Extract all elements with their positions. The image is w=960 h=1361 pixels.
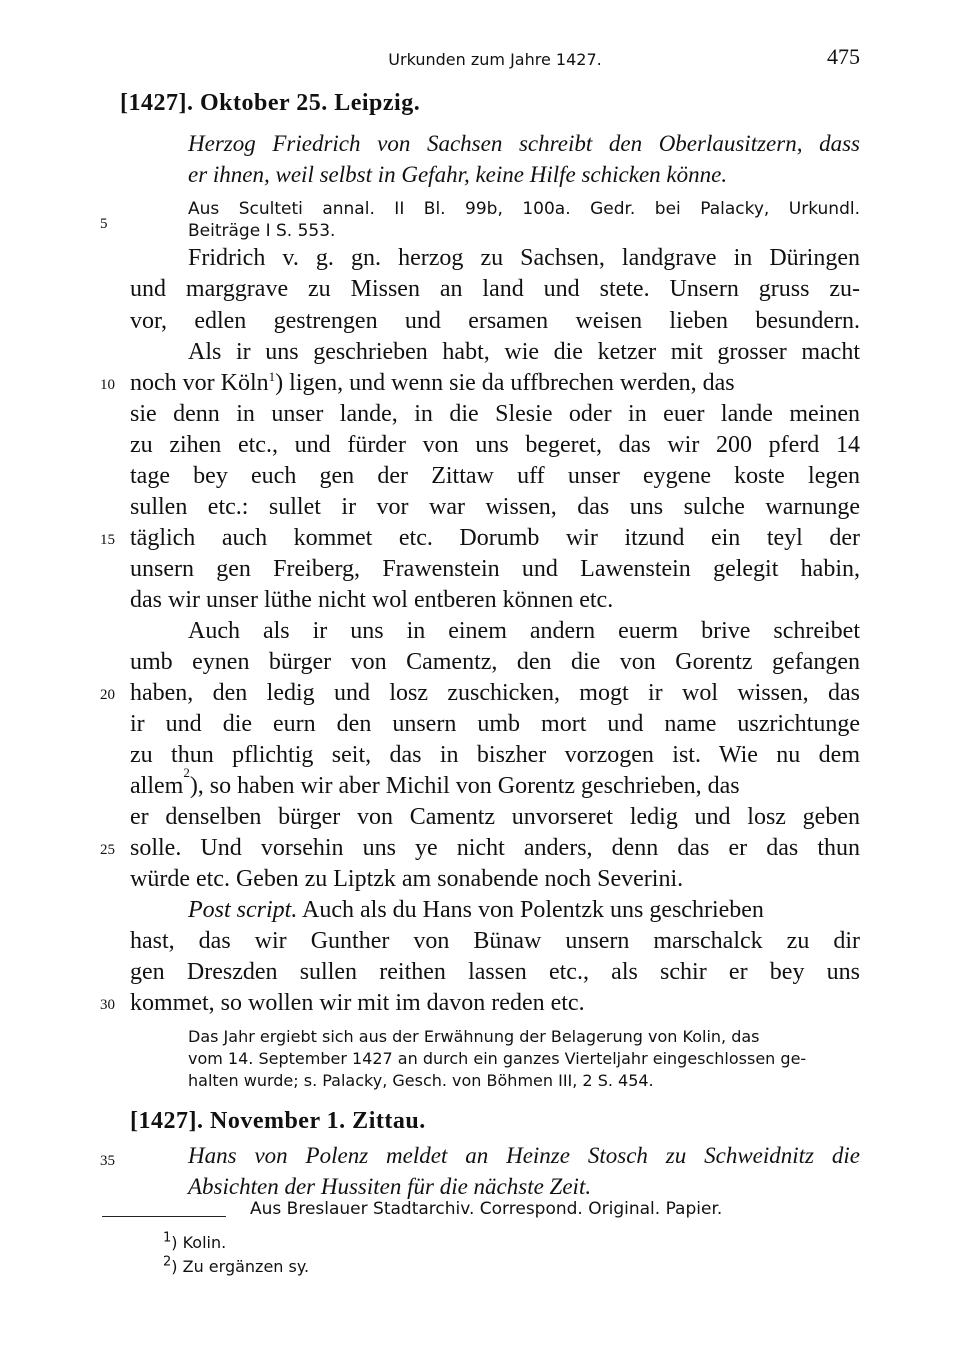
running-head <box>130 44 860 76</box>
text-line: hast, das wir Gunther von Bünaw unsern marschalck zu dir <box>130 928 860 954</box>
text-part: Auch als du Hans von Polentzk uns geschrieben <box>297 897 764 923</box>
source-line: Beiträge I S. 553. <box>188 221 336 241</box>
text-line: gen Dreszden sullen reithen lassen etc., als schir er bey uns <box>130 959 860 985</box>
text-fragment <box>130 370 735 397</box>
note-line: halten wurde; s. Palacky, Gesch. von Böhmen III, 2 S. 454. <box>188 1071 654 1090</box>
footnote-text: ) Zu ergänzen sy. <box>171 1257 310 1276</box>
text-line: zu zihen etc., und fürder von uns begeret, das wir 200 pferd 14 <box>130 432 860 458</box>
footnote <box>163 1254 310 1276</box>
text-line: Als ir uns geschrieben habt, wie die ketzer mit grosser macht <box>188 339 860 365</box>
text-line: Fridrich v. g. gn. herzog zu Sachsen, landgrave in Düringen <box>188 245 860 271</box>
footnote-marker: 1 <box>268 369 276 384</box>
footnote-rule <box>102 1216 226 1217</box>
text-line: solle. Und vorsehin uns ye nicht anders, denn das er das thun <box>130 835 860 861</box>
text-part: allem <box>130 773 184 799</box>
running-title: Urkunden zum Jahre 1427. <box>388 50 602 69</box>
text-line: täglich auch kommet etc. Dorumb wir itzund ein teyl der <box>130 525 860 551</box>
summary-line: er ihnen, weil selbst in Gefahr, keine Hilfe schicken könne. <box>188 162 728 187</box>
source-note <box>188 198 860 242</box>
line-number: 35 <box>100 1153 115 1169</box>
footnote-number: 2 <box>163 1254 172 1270</box>
text-line: kommet, so wollen wir mit im davon reden etc. <box>130 990 585 1016</box>
text-line: er denselben bürger von Camentz unvorseret ledig und losz geben <box>130 804 860 830</box>
text-part: ), so haben wir aber Michil von Gorentz geschrieben, das <box>189 773 740 799</box>
text-part: ) ligen, und wenn sie da uffbrechen werden, das <box>275 370 735 396</box>
note-line: vom 14. September 1427 an durch ein ganzes Vierteljahr eingeschlossen ge- <box>188 1049 807 1068</box>
dating-note <box>188 1027 860 1093</box>
text-line <box>130 765 860 800</box>
text-line: zu thun pflichtig seit, das in biszher vorzogen ist. Wie nu dem <box>130 742 860 768</box>
text-line <box>188 897 860 924</box>
text-line: ir und die eurn den unsern umb mort und name uszrichtunge <box>130 711 860 737</box>
entry-heading: [1427]. November 1. Zittau. <box>130 1108 426 1134</box>
text-line: Auch als ir uns in einem andern euerm brive schreibet <box>188 618 860 644</box>
text-line: unsern gen Freiberg, Frawenstein und Lawenstein gelegit habin, <box>130 556 860 582</box>
text-line: tage bey euch gen der Zittaw uff unser eygene koste legen <box>130 463 860 489</box>
text-line: sullen etc.: sullet ir vor war wissen, das uns sulche warnunge <box>130 494 860 520</box>
page-number: 475 <box>827 44 860 69</box>
note-line: Das Jahr ergiebt sich aus der Erwähnung der Belagerung von Kolin, das <box>188 1027 760 1046</box>
text-line: und marggrave zu Missen an land und stete. Unsern gruss zu- <box>130 276 860 302</box>
source-line: Aus Sculteti annal. II Bl. 99b, 100a. Gedr. bei Palacky, Urkundl. <box>188 199 860 219</box>
text-line: das wir unser lüthe nicht wol entberen können etc. <box>130 587 614 613</box>
line-number: 15 <box>100 532 115 548</box>
line-number: 20 <box>100 687 115 703</box>
line-number: 30 <box>100 997 115 1013</box>
footnote <box>163 1230 227 1252</box>
text-line: haben, den ledig und losz zuschicken, mogt ir wol wissen, das <box>130 680 860 706</box>
line-number: 10 <box>100 377 115 393</box>
text-line: umb eynen bürger von Camentz, den die von Gorentz gefangen <box>130 649 860 675</box>
entry-summary <box>188 128 860 190</box>
summary-line: Herzog Friedrich von Sachsen schreibt den Oberlausitzern, dass <box>188 131 860 156</box>
text-line: sie denn in unser lande, in die Slesie oder in euer lande meinen <box>130 401 860 427</box>
source-note: Aus Breslauer Stadtarchiv. Correspond. Original. Papier. <box>250 1199 723 1219</box>
post-script-label: Post script. <box>188 897 298 923</box>
line-number: 5 <box>100 216 108 232</box>
summary-line: Hans von Polenz meldet an Heinze Stosch zu Schweidnitz die <box>188 1143 860 1168</box>
footnote-number: 1 <box>163 1230 172 1246</box>
text-line <box>130 370 860 397</box>
entry-summary <box>188 1140 860 1202</box>
text-part: noch vor Köln <box>130 370 269 396</box>
line-number: 25 <box>100 842 115 858</box>
text-line: würde etc. Geben zu Liptzk am sonabende noch Severini. <box>130 866 684 892</box>
footnote-text: ) Kolin. <box>171 1233 227 1252</box>
entry-heading: [1427]. Oktober 25. Leipzig. <box>120 90 421 116</box>
text-line: vor, edlen gestrengen und ersamen weisen lieben besundern. <box>130 308 860 334</box>
summary-line: Absichten der Hussiten für die nächste Zeit. <box>188 1174 592 1199</box>
footnote-marker: 2 <box>183 765 190 780</box>
